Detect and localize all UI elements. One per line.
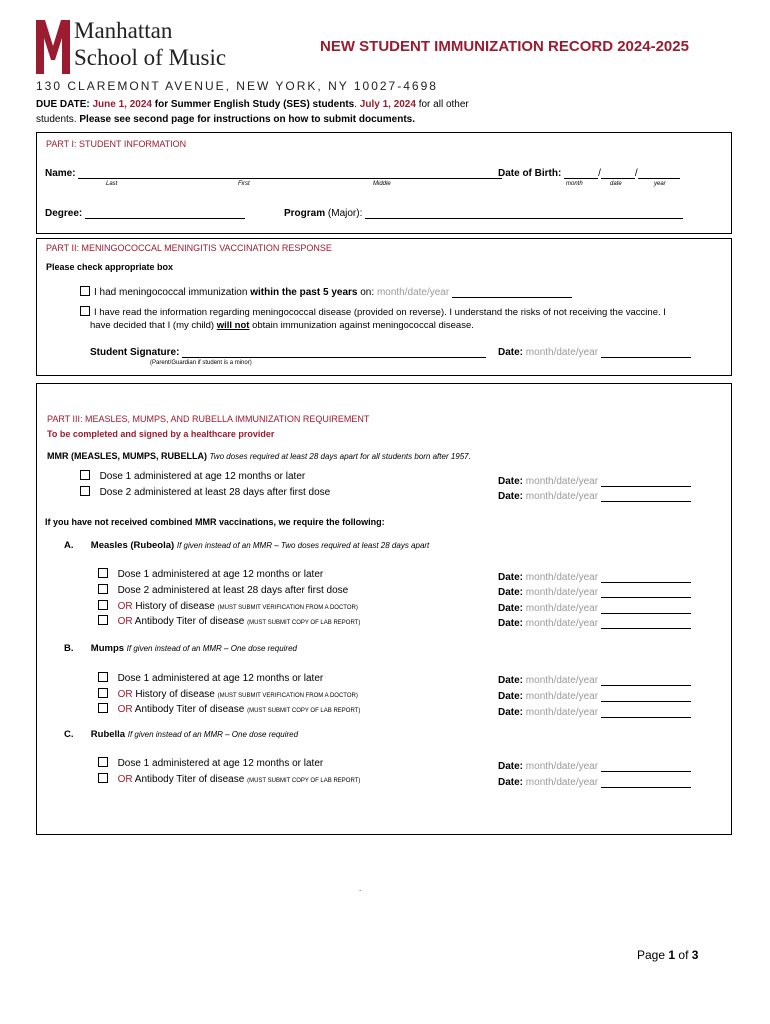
logo-line2: School of Music: [74, 45, 227, 70]
logo-m-mark: [36, 20, 70, 74]
mumps-history: OR History of disease (MUST SUBMIT VERIFICATION FROM A DOCTOR): [98, 688, 358, 700]
signature-date-input[interactable]: [601, 346, 691, 358]
mumps-history-checkbox[interactable]: [98, 688, 108, 698]
rubella-dose1-checkbox[interactable]: [98, 757, 108, 767]
mumps-dose1-checkbox[interactable]: [98, 672, 108, 682]
meningo-date-placeholder[interactable]: month/date/year: [376, 287, 450, 298]
part3-subheading: To be completed and signed by a healthcare provider: [47, 429, 275, 439]
meningo-date-input[interactable]: [452, 286, 572, 298]
rubella-dose1-date: Date: month/date/year: [498, 760, 691, 772]
measles-history-date: Date: month/date/year: [498, 602, 691, 614]
mmr-dose1: Dose 1 administered at age 12 months or later: [80, 470, 305, 482]
mumps-heading: B. Mumps If given instead of an MMR – One dose required: [64, 643, 297, 654]
measles-history-date-input[interactable]: [601, 602, 691, 614]
alt-intro: If you have not received combined MMR vaccinations, we require the following:: [45, 517, 385, 527]
rubella-dose1: Dose 1 administered at age 12 months or later: [98, 757, 323, 769]
measles-titer-checkbox[interactable]: [98, 615, 108, 625]
rubella-titer-date-input[interactable]: [601, 776, 691, 788]
meningo-decline-checkbox[interactable]: [80, 306, 90, 316]
measles-dose2-checkbox[interactable]: [98, 584, 108, 594]
mumps-dose1-date: Date: month/date/year: [498, 674, 691, 686]
degree-row: Degree:: [45, 207, 245, 219]
stray-dot: .: [359, 884, 362, 893]
name-row: Name:: [45, 167, 502, 179]
mmr-dose2-date-input[interactable]: [601, 490, 691, 502]
program-row: Program (Major):: [284, 207, 683, 219]
mumps-titer: OR Antibody Titer of disease (MUST SUBMIT COPY OF LAB REPORT): [98, 703, 360, 715]
measles-dose2-date-input[interactable]: [601, 586, 691, 598]
dob-sublabel-month: month: [566, 181, 583, 187]
rubella-dose1-date-input[interactable]: [601, 760, 691, 772]
page-title: NEW STUDENT IMMUNIZATION RECORD 2024-2025: [320, 38, 689, 55]
meningo-option-2-line2: have decided that I (my child) will not obtain immunization against meningococcal disease.: [90, 320, 474, 331]
mumps-titer-date: Date: month/date/year: [498, 706, 691, 718]
logo: [36, 18, 236, 74]
measles-history-checkbox[interactable]: [98, 600, 108, 610]
mumps-dose1: Dose 1 administered at age 12 months or later: [98, 672, 323, 684]
measles-dose2-date: Date: month/date/year: [498, 586, 691, 598]
meningo-option-1: I had meningococcal immunization within the past 5 years on: month/date/year: [80, 286, 572, 298]
mmr-dose2: Dose 2 administered at least 28 days after first dose: [80, 486, 330, 498]
dob-date-input[interactable]: [601, 167, 635, 179]
dob-sublabel-year: year: [654, 181, 666, 187]
measles-dose2: Dose 2 administered at least 28 days after first dose: [98, 584, 348, 596]
address: 130 CLAREMONT AVENUE, NEW YORK, NY 10027-4698: [36, 79, 438, 93]
measles-titer: OR Antibody Titer of disease (MUST SUBMIT COPY OF LAB REPORT): [98, 615, 360, 627]
part3-heading: PART III: MEASLES, MUMPS, AND RUBELLA IMMUNIZATION REQUIREMENT: [47, 414, 370, 424]
meningo-option-2: I have read the information regarding meningococcal disease (provided on reverse). I understand the risks of not receiving the vaccine. I: [80, 306, 666, 318]
rubella-titer-checkbox[interactable]: [98, 773, 108, 783]
measles-titer-date-input[interactable]: [601, 617, 691, 629]
mmr-dose1-date: Date: month/date/year: [498, 475, 691, 487]
mmr-dose1-date-input[interactable]: [601, 475, 691, 487]
name-sublabel-last: Last: [106, 181, 118, 187]
part1-heading: PART I: STUDENT INFORMATION: [46, 139, 187, 149]
mumps-dose1-date-input[interactable]: [601, 674, 691, 686]
signature-row: Student Signature:: [90, 346, 486, 358]
mmr-row: MMR (MEASLES, MUMPS, RUBELLA) Two doses required at least 28 days apart for all students born after 1957.: [47, 451, 471, 461]
rubella-titer: OR Antibody Titer of disease (MUST SUBMIT COPY OF LAB REPORT): [98, 773, 360, 785]
part2-heading: PART II: MENINGOCOCCAL MENINGITIS VACCINATION RESPONSE: [46, 243, 332, 253]
mmr-dose2-date: Date: month/date/year: [498, 490, 691, 502]
measles-heading: A. Measles (Rubeola) If given instead of an MMR – Two doses required at least 28 days apart: [64, 540, 430, 551]
dob-year-input[interactable]: [638, 167, 680, 179]
rubella-titer-date: Date: month/date/year: [498, 776, 691, 788]
measles-dose1-date-input[interactable]: [601, 571, 691, 583]
measles-titer-date: Date: month/date/year: [498, 617, 691, 629]
mmr-dose1-checkbox[interactable]: [80, 470, 90, 480]
mumps-titer-date-input[interactable]: [601, 706, 691, 718]
due-date-line2: students. Please see second page for instructions on how to submit documents.: [36, 114, 415, 125]
measles-dose1-date: Date: month/date/year: [498, 571, 691, 583]
signature-date-row: Date: month/date/year: [498, 346, 691, 358]
mumps-history-date: Date: month/date/year: [498, 690, 691, 702]
dob-month-input[interactable]: [564, 167, 598, 179]
dob-row: Date of Birth: / /: [498, 167, 680, 179]
dob-sublabel-date: date: [610, 181, 622, 187]
logo-line1: Manhattan: [74, 18, 173, 43]
measles-dose1: Dose 1 administered at age 12 months or later: [98, 568, 323, 580]
name-sublabel-first: First: [238, 181, 250, 187]
mmr-dose2-checkbox[interactable]: [80, 486, 90, 496]
measles-dose1-checkbox[interactable]: [98, 568, 108, 578]
degree-input[interactable]: [85, 207, 245, 219]
program-input[interactable]: [365, 207, 683, 219]
rubella-heading: C. Rubella If given instead of an MMR – One dose required: [64, 729, 299, 740]
due-date-line: DUE DATE: June 1, 2024 for Summer English Study (SES) students. July 1, 2024 for all other: [36, 99, 469, 110]
part2-instruction: Please check appropriate box: [46, 262, 174, 272]
signature-input[interactable]: [182, 346, 486, 358]
meningo-had-checkbox[interactable]: [80, 286, 90, 296]
signature-note: (Parent/Guardian if student is a minor): [150, 360, 252, 366]
name-input[interactable]: [78, 167, 502, 179]
page-number: Page 1 of 3: [637, 948, 699, 962]
measles-history: OR History of disease (MUST SUBMIT VERIFICATION FROM A DOCTOR): [98, 600, 358, 612]
name-sublabel-middle: Middle: [373, 181, 391, 187]
mumps-titer-checkbox[interactable]: [98, 703, 108, 713]
mumps-history-date-input[interactable]: [601, 690, 691, 702]
